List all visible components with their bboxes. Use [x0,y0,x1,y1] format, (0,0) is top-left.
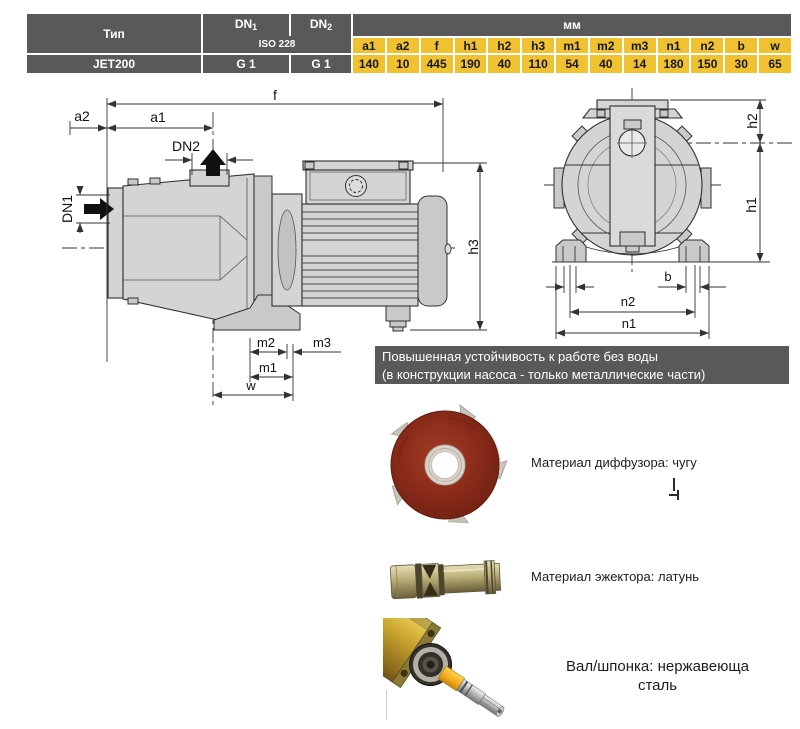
pump-body [108,170,254,328]
dim-value-cell: 445 [421,55,453,73]
dim-value-cell: 40 [488,55,520,73]
ejector-body [390,559,501,600]
dim-label-a1: a1 [150,109,166,125]
dim-label-n1: n1 [621,316,637,331]
dim-header-cell: a1 [353,38,385,53]
dim-header-cell: h3 [522,38,554,53]
clipped-text-artifact [677,490,679,500]
pump-front-body [552,100,770,262]
motor-foot [386,306,410,321]
dim-value-cell: 40 [590,55,622,73]
dim-value-cell: 30 [725,55,757,73]
dim-header-cell: f [421,38,453,53]
left-foot [556,240,586,262]
dim-header-cell: a2 [387,38,419,53]
motor-end-cap [418,196,447,306]
clipped-text-artifact [673,478,675,491]
dim-value-cell: 180 [658,55,690,73]
shaft-label [545,657,770,695]
dim-value-cell: 14 [624,55,656,73]
dim-header-cell: h1 [455,38,487,53]
shaft-assembly [383,618,505,722]
dim-label-dn2: DN2 [171,138,201,154]
ejector-photo [385,550,510,608]
dn1-value-cell: G 1 [203,55,289,73]
dim-header-cell: h2 [488,38,520,53]
shaft-label-line2: сталь [637,677,678,694]
dn1-header: $DN_1$ [234,17,258,32]
dim-value-cell: 190 [455,55,487,73]
dim-value-cell: 54 [556,55,588,73]
dim-value-cell: 110 [522,55,554,73]
dim-label-w: w [246,378,256,393]
ejector-label: Материал эжектора: латунь [531,569,700,584]
model-cell: JET200 [27,55,201,73]
dim-header-cell: n2 [691,38,723,53]
info-box-line1: Повышенная устойчивость к работе без воды [382,349,658,364]
dim-value-cell: 150 [691,55,723,73]
info-box [375,346,789,384]
diffuser-label: Материал диффузора: чугу [531,455,697,470]
dim-label-m3: m3 [312,335,332,350]
dim-header-cell: m2 [590,38,622,53]
right-foot [679,240,709,262]
dim-label-h2: h2 [744,113,760,129]
dim-header-cell: w [759,38,791,53]
dim-header-cell: m1 [556,38,588,53]
spec-table [27,14,791,73]
dim-value-cell: 65 [759,55,791,73]
type-header-cell: Тип [27,14,201,53]
dim-label-dn1: DN1 [59,194,75,224]
dn-header-row [203,14,351,36]
mm-header-cell: мм [353,14,791,36]
iso-standard-label: ISO 228 [258,38,296,50]
dn2-header: $DN_2$ [309,17,333,32]
cable-gland [346,176,367,197]
diffuser-photo [383,402,508,527]
dim-value-cell: 140 [353,55,385,73]
dim-label-m2: m2 [256,335,276,350]
dim-label-h3: h3 [465,239,481,255]
dn-header-cell [203,14,351,53]
dim-label-a2: a2 [74,108,90,124]
dim-label-m1: m1 [258,360,278,375]
dn2-value-cell: G 1 [291,55,351,73]
dim-label-n2: n2 [620,294,636,309]
info-box-line2: (в конструкции насоса - только металлические части) [382,367,706,382]
photo-edge-line [386,690,387,720]
motor [302,161,451,331]
front-view-drawing [530,85,798,347]
shaft-label-line1: Вал/шпонка: нержавеюща [565,658,750,675]
diffuser-bore [432,452,459,479]
dim-label-b: b [664,269,672,284]
shaft-photo [383,618,505,722]
dim-label-f: f [273,87,277,103]
dim-header-cell: b [725,38,757,53]
dim-header-cell: n1 [658,38,690,53]
dim-label-h1: h1 [743,197,759,213]
dim-header-cell: m3 [624,38,656,53]
dim-value-cell: 10 [387,55,419,73]
